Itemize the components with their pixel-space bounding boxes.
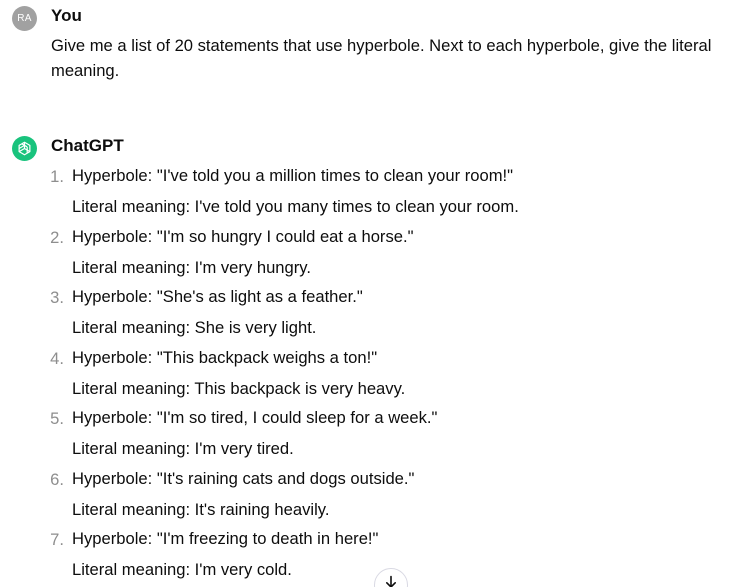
hyperbole-text: Hyperbole: "She's as light as a feather." xyxy=(72,287,363,306)
literal-meaning-text: Literal meaning: This backpack is very heavy. xyxy=(72,378,406,398)
list-item xyxy=(0,223,750,284)
list-item-number: 1. xyxy=(50,167,64,186)
literal-meaning-text: Literal meaning: I'm very cold. xyxy=(72,560,292,579)
hyperbole-text: Hyperbole: "It's raining cats and dogs outside." xyxy=(72,468,415,488)
hyperbole-text: Hyperbole: "This backpack weighs a ton!" xyxy=(72,347,378,367)
list-item-number: 6. xyxy=(50,469,64,489)
literal-meaning-text: Literal meaning: I'm very hungry. xyxy=(72,257,311,277)
literal-meaning-text: Literal meaning: It's raining heavily. xyxy=(72,499,330,519)
list-item-number: 7. xyxy=(50,530,64,549)
hyperbole-text: Hyperbole: "I'm so hungry I could eat a horse." xyxy=(72,226,414,246)
list-item-number: 4. xyxy=(50,348,64,368)
arrow-down-icon xyxy=(384,575,398,587)
hyperbole-text: Hyperbole: "I've told you a million times to clean your room!" xyxy=(72,166,514,185)
user-author-name: You xyxy=(51,6,82,25)
hyperbole-text: Hyperbole: "I'm so tired, I could sleep for a week." xyxy=(72,408,438,427)
list-item xyxy=(0,283,750,344)
list-item xyxy=(0,404,750,465)
list-item xyxy=(0,162,750,223)
literal-meaning-text: Literal meaning: I'm very tired. xyxy=(72,439,294,458)
assistant-author-name: ChatGPT xyxy=(51,136,124,155)
user-message: Give me a list of 20 statements that use hyperbole. Next to each hyperbole, give the literal meaning. xyxy=(51,36,712,80)
hyperbole-list xyxy=(0,162,750,586)
literal-meaning-text: Literal meaning: I've told you many times to clean your room. xyxy=(72,197,519,216)
literal-meaning-text: Literal meaning: She is very light. xyxy=(72,318,317,337)
openai-logo-icon xyxy=(12,136,37,161)
user-avatar: RA xyxy=(12,6,37,31)
list-item-number: 3. xyxy=(50,288,64,307)
list-item xyxy=(0,344,750,405)
list-item-number: 2. xyxy=(50,227,64,247)
hyperbole-text: Hyperbole: "I'm freezing to death in here!" xyxy=(72,529,379,548)
list-item xyxy=(0,465,750,526)
list-item-number: 5. xyxy=(50,409,64,428)
